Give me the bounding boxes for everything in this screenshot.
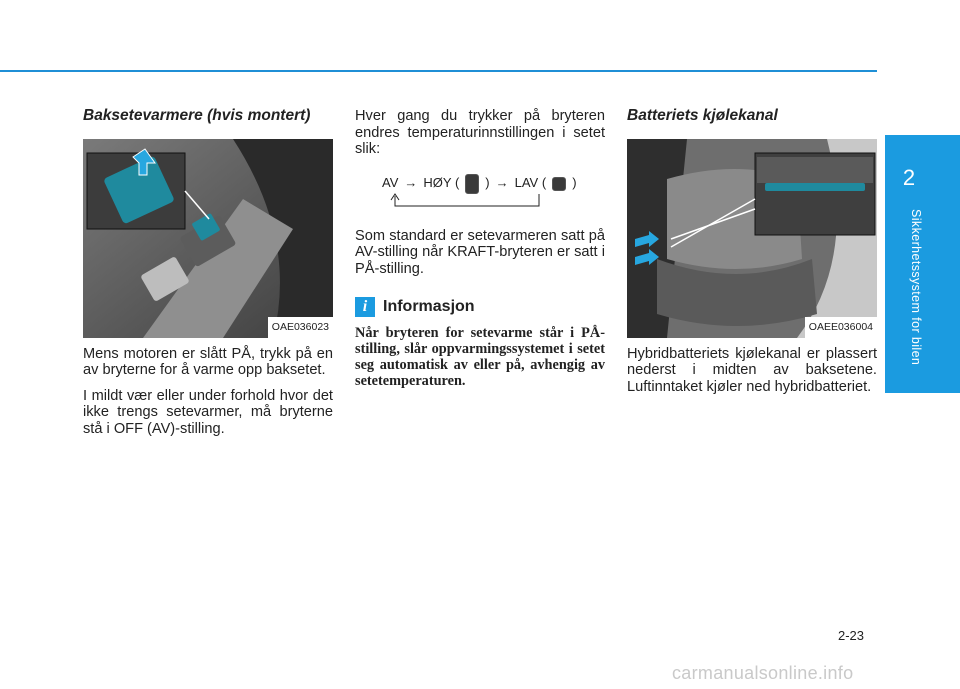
arrow-right-icon: → <box>404 175 418 191</box>
paragraph: Mens motoren er slått PÅ, trykk på en av bryterne for å varme opp baksetet. <box>83 345 333 378</box>
seq-low-label: LAV ( <box>514 175 547 191</box>
seq-high-label: HØY ( <box>423 175 460 191</box>
seq-close-paren: ) <box>572 175 577 191</box>
seq-close-paren: ) <box>485 175 490 191</box>
column-heater-settings <box>355 108 605 389</box>
watermark: carmanualsonline.info <box>672 663 854 683</box>
info-icon: i <box>355 297 375 317</box>
header-rule <box>0 70 877 72</box>
battery-duct-figure <box>627 139 877 338</box>
figure-caption: OAEE036004 <box>805 317 877 338</box>
arrow-right-icon: → <box>495 175 509 191</box>
chapter-number: 2 <box>902 165 916 190</box>
section-heading-seat-heater: Baksetevarmere (hvis montert) <box>83 107 311 124</box>
paragraph: Hybridbatteriets kjølekanal er plassert nederst i midten av baksetene. Luftinntaket kjøler ned hybridbatteriet. <box>627 345 877 395</box>
paragraph: Hver gang du trykker på bryteren endres temperaturinnstillingen i setet slik: <box>355 108 605 157</box>
paragraph: Som standard er setevarmeren satt på AV-stilling når KRAFT-bryteren er satt i PÅ-stilling. <box>355 227 605 277</box>
info-title: Informasjon <box>383 297 475 315</box>
column-battery-cooling <box>627 108 877 404</box>
info-heading <box>355 297 605 317</box>
seq-off-label: AV <box>382 175 399 191</box>
info-body: Når bryteren for setevarme står i PÅ-stilling, slår oppvarmingssystemet i setet seg automatisk av eller på, avhengig av setetemperaturen. <box>355 325 605 389</box>
rear-seat-illustration <box>627 139 877 338</box>
temperature-sequence <box>355 170 605 220</box>
section-heading-battery-duct: Batteriets kjølekanal <box>627 107 778 124</box>
column-seat-heater <box>83 108 333 446</box>
paragraph: I mildt vær eller under forhold hvor det ikke trengs setevarmer, må bryterne stå i OFF (AV)-stilling. <box>83 387 333 437</box>
seat-heater-figure <box>83 139 333 338</box>
chapter-title: Sikkerhetssystem for bilen <box>909 209 923 366</box>
figure-caption: OAE036023 <box>268 317 333 338</box>
door-panel-illustration <box>83 139 333 338</box>
page-number: 2-23 <box>838 628 865 643</box>
chapter-tab <box>885 135 960 393</box>
cycle-return-arrow <box>355 170 605 220</box>
